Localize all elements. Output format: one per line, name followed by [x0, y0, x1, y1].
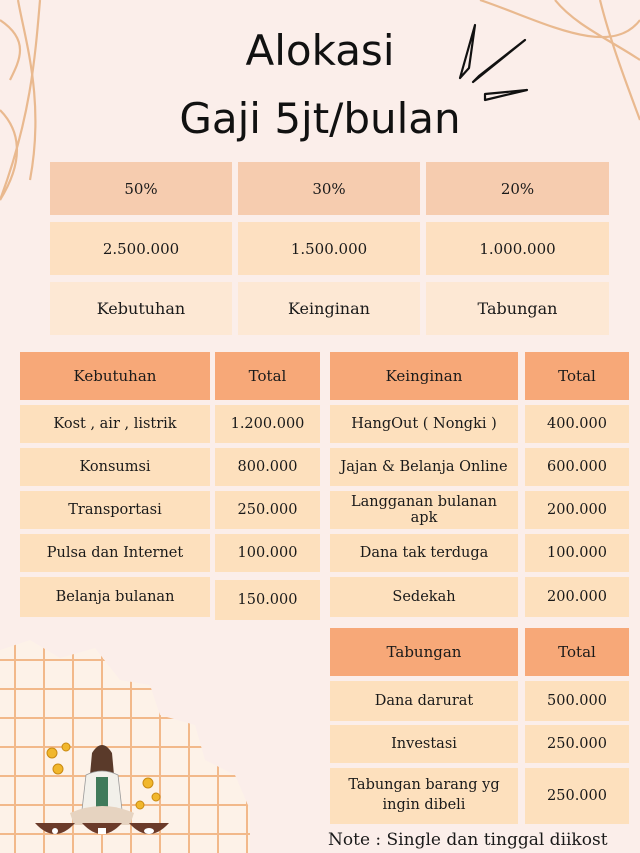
table-row-total: 250.000	[525, 768, 629, 824]
table-row-item: Belanja bulanan	[20, 577, 210, 617]
table-row-total: 400.000	[525, 405, 629, 443]
summary-percent-2: 30%	[238, 162, 420, 215]
title-line-2: Gaji 5jt/bulan	[179, 94, 461, 143]
table-row-total: 600.000	[525, 448, 629, 486]
table-row-item: Sedekah	[330, 577, 518, 617]
table-row-item: Langganan bulanan apk	[330, 491, 518, 529]
summary-amount-1: 2.500.000	[50, 222, 232, 275]
tabungan-header: Tabungan	[330, 628, 518, 676]
table-row-total: 800.000	[215, 448, 320, 486]
table-row-total: 250.000	[525, 725, 629, 763]
person-coins-illustration	[30, 735, 180, 845]
table-row-item: Konsumsi	[20, 448, 210, 486]
table-row-total: 200.000	[525, 577, 629, 617]
note-text: Note : Single dan tinggal diikost	[328, 830, 608, 850]
summary-label-2: Keinginan	[238, 282, 420, 335]
table-row-total: 200.000	[525, 491, 629, 529]
table-row-total: 500.000	[525, 681, 629, 721]
keinginan-header: Keinginan	[330, 352, 518, 400]
summary-percent-1: 50%	[50, 162, 232, 215]
table-row-item: Dana tak terduga	[330, 534, 518, 572]
table-row-item: Kost , air , listrik	[20, 405, 210, 443]
summary-amount-2: 1.500.000	[238, 222, 420, 275]
kebutuhan-total-header: Total	[215, 352, 320, 400]
table-row-total: 250.000	[215, 491, 320, 529]
title-line-1: Alokasi	[245, 26, 395, 75]
tabungan-total-header: Total	[525, 628, 629, 676]
summary-label-1: Kebutuhan	[50, 282, 232, 335]
summary-percent-3: 20%	[426, 162, 609, 215]
table-row-item: Transportasi	[20, 491, 210, 529]
table-row-item: HangOut ( Nongki )	[330, 405, 518, 443]
table-row-item: Pulsa dan Internet	[20, 534, 210, 572]
table-row-item: Dana darurat	[330, 681, 518, 721]
table-row-item: Jajan & Belanja Online	[330, 448, 518, 486]
burst-lines-icon	[455, 20, 535, 110]
table-row-total: 100.000	[525, 534, 629, 572]
table-row-total: 1.200.000	[215, 405, 320, 443]
table-row-item: Investasi	[330, 725, 518, 763]
summary-amount-3: 1.000.000	[426, 222, 609, 275]
keinginan-total-header: Total	[525, 352, 629, 400]
table-row-item: Tabungan barang yg ingin dibeli	[330, 768, 518, 824]
table-row-total: 100.000	[215, 534, 320, 572]
table-row-total: 150.000	[215, 580, 320, 620]
summary-label-3: Tabungan	[426, 282, 609, 335]
kebutuhan-header: Kebutuhan	[20, 352, 210, 400]
